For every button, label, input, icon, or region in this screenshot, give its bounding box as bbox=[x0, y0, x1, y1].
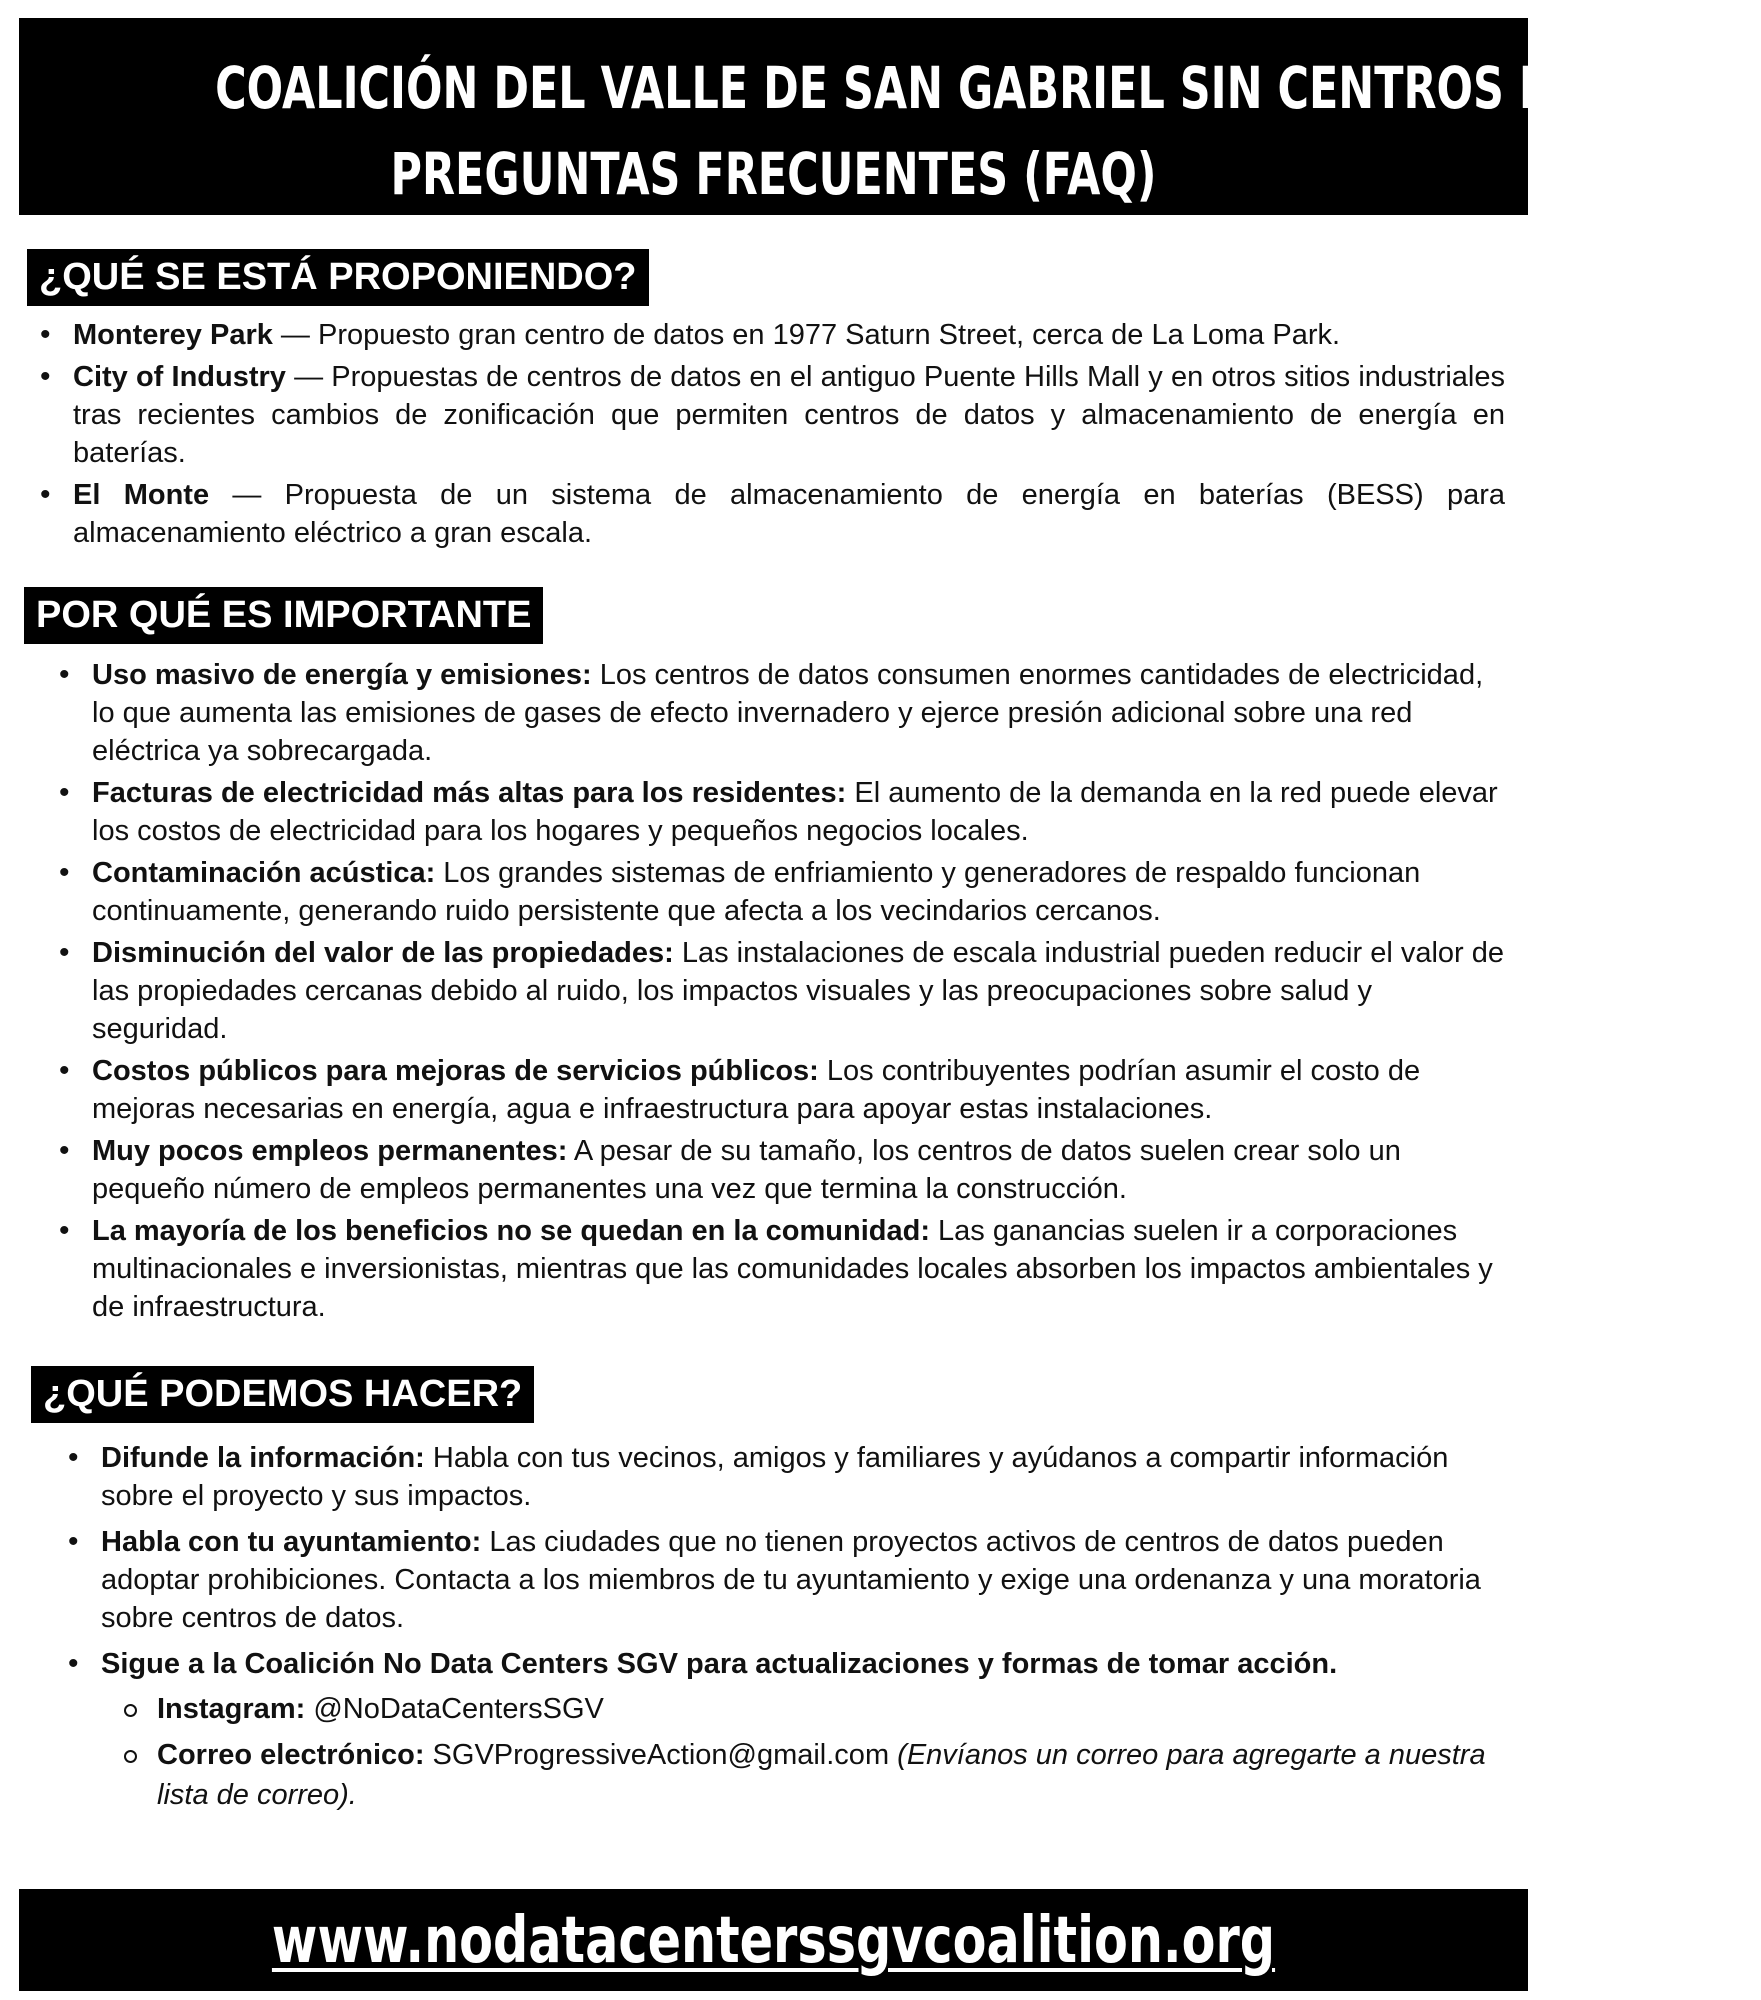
list-item-text: El aumento de la demanda en la red puede elevar los costos de electricidad para los hogares y pequeños negocios locales. bbox=[92, 777, 1498, 847]
list-item bbox=[92, 1132, 1504, 1208]
list-item-bold: Facturas de electricidad más altas para los residentes: bbox=[92, 777, 847, 809]
list-item-bold: Disminución del valor de las propiedades: bbox=[92, 937, 674, 969]
list-item bbox=[101, 1439, 1501, 1515]
list-item-text: A pesar de su tamaño, los centros de datos suelen crear solo un pequeño número de empleos permanentes una vez que termina la construcción. bbox=[92, 1135, 1401, 1205]
list-item-bold: Habla con tu ayuntamiento: bbox=[101, 1526, 482, 1558]
list-item bbox=[92, 854, 1504, 930]
list-item-bold: Muy pocos empleos permanentes: bbox=[92, 1135, 568, 1167]
list-item-text: — Propuestas de centros de datos en el antiguo Puente Hills Mall y en otros sitios industriales tras recientes cambios de zonificación que permiten centros de datos y almacenamiento de energía en baterías. bbox=[73, 361, 1506, 469]
list-item-text: Las instalaciones de escala industrial pueden reducir el valor de las propiedades cercanas debido al ruido, los impactos visuales y las preocupaciones sobre salud y seguridad. bbox=[92, 937, 1504, 1045]
list-item-bold: La mayoría de los beneficios no se quedan en la comunidad: bbox=[92, 1215, 930, 1247]
list-item-text: Las ciudades que no tienen proyectos activos de centros de datos pueden adoptar prohibiciones. Contacta a los miembros de tu ayuntamiento y exige una ordenanza y una moratoria sobre centros de datos. bbox=[101, 1526, 1481, 1634]
list-item bbox=[92, 1052, 1504, 1128]
list-item bbox=[92, 934, 1504, 1048]
list-item-bold: Uso masivo de energía y emisiones: bbox=[92, 659, 592, 691]
list-item-bold: Contaminación acústica: bbox=[92, 857, 436, 889]
section-heading-proposal: ¿QUÉ SE ESTÁ PROPONIENDO? bbox=[27, 249, 649, 306]
contact-list bbox=[101, 1689, 1501, 1815]
footer-banner bbox=[19, 1889, 1528, 1991]
section-heading-action: ¿QUÉ PODEMOS HACER? bbox=[31, 1366, 534, 1423]
list-item-text: Las ganancias suelen ir a corporaciones multinacionales e inversionistas, mientras que las comunidades locales absorben los impactos ambientales y de infraestructura. bbox=[92, 1215, 1493, 1323]
list-item-text: Los grandes sistemas de enfriamiento y generadores de respaldo funcionan continuamente, generando ruido persistente que afecta a los vecindarios cercanos. bbox=[92, 857, 1421, 927]
instagram-handle: @NoDataCentersSGV bbox=[305, 1693, 604, 1725]
list-item bbox=[101, 1523, 1501, 1637]
email-label: Correo electrónico: bbox=[157, 1739, 425, 1771]
list-item-text: Habla con tus vecinos, amigos y familiares y ayúdanos a compartir información sobre el proyecto y sus impactos. bbox=[101, 1442, 1449, 1512]
list-item-bold: Monterey Park bbox=[73, 319, 273, 351]
list-item-text: — Propuesta de un sistema de almacenamiento de energía en baterías (BESS) para almacenamiento eléctrico a gran escala. bbox=[73, 479, 1505, 549]
page-title: COALICIÓN DEL VALLE DE SAN GABRIEL SIN CENTROS DE DATOS bbox=[215, 54, 1761, 122]
action-list bbox=[101, 1439, 1501, 1819]
email-address: SGVProgressiveAction@gmail.com bbox=[424, 1739, 898, 1771]
instagram-label: Instagram: bbox=[157, 1693, 306, 1725]
list-item-bold: City of Industry bbox=[73, 361, 286, 393]
section-heading-importance: POR QUÉ ES IMPORTANTE bbox=[24, 587, 543, 644]
list-item bbox=[73, 358, 1505, 472]
list-item-text: Los centros de datos consumen enormes cantidades de electricidad, lo que aumenta las emisiones de gases de efecto invernadero y ejerce presión adicional sobre una red eléctrica ya sobrecargada. bbox=[92, 659, 1484, 767]
list-item-bold: Sigue a la Coalición No Data Centers SGV para actualizaciones y formas de tomar acción. bbox=[101, 1648, 1338, 1680]
list-item-text: — Propuesto gran centro de datos en 1977 Saturn Street, cerca de La Loma Park. bbox=[272, 319, 1341, 351]
list-item-bold: El Monte bbox=[73, 479, 210, 511]
list-item bbox=[92, 656, 1504, 770]
title-banner bbox=[19, 18, 1761, 215]
list-item bbox=[92, 774, 1504, 850]
list-item bbox=[92, 1212, 1504, 1326]
list-item-bold: Difunde la información: bbox=[101, 1442, 425, 1474]
contact-email bbox=[101, 1735, 1501, 1815]
list-item bbox=[73, 316, 1505, 354]
importance-list bbox=[92, 656, 1504, 1330]
list-item bbox=[101, 1645, 1501, 1815]
website-url: www.nodatacenterssgvcoalition.org bbox=[271, 1904, 1276, 1978]
list-item-text: Los contribuyentes podrían asumir el costo de mejoras necesarias en energía, agua e infraestructura para apoyar estas instalaciones. bbox=[92, 1055, 1421, 1125]
page-subtitle: PREGUNTAS FRECUENTES (FAQ) bbox=[390, 140, 1157, 208]
contact-instagram bbox=[101, 1689, 1501, 1729]
list-item-bold: Costos públicos para mejoras de servicios públicos: bbox=[92, 1055, 819, 1087]
list-item bbox=[73, 476, 1505, 552]
email-note: (Envíanos un correo para agregarte a nuestra lista de correo). bbox=[157, 1739, 1486, 1811]
proposal-list bbox=[73, 316, 1505, 556]
